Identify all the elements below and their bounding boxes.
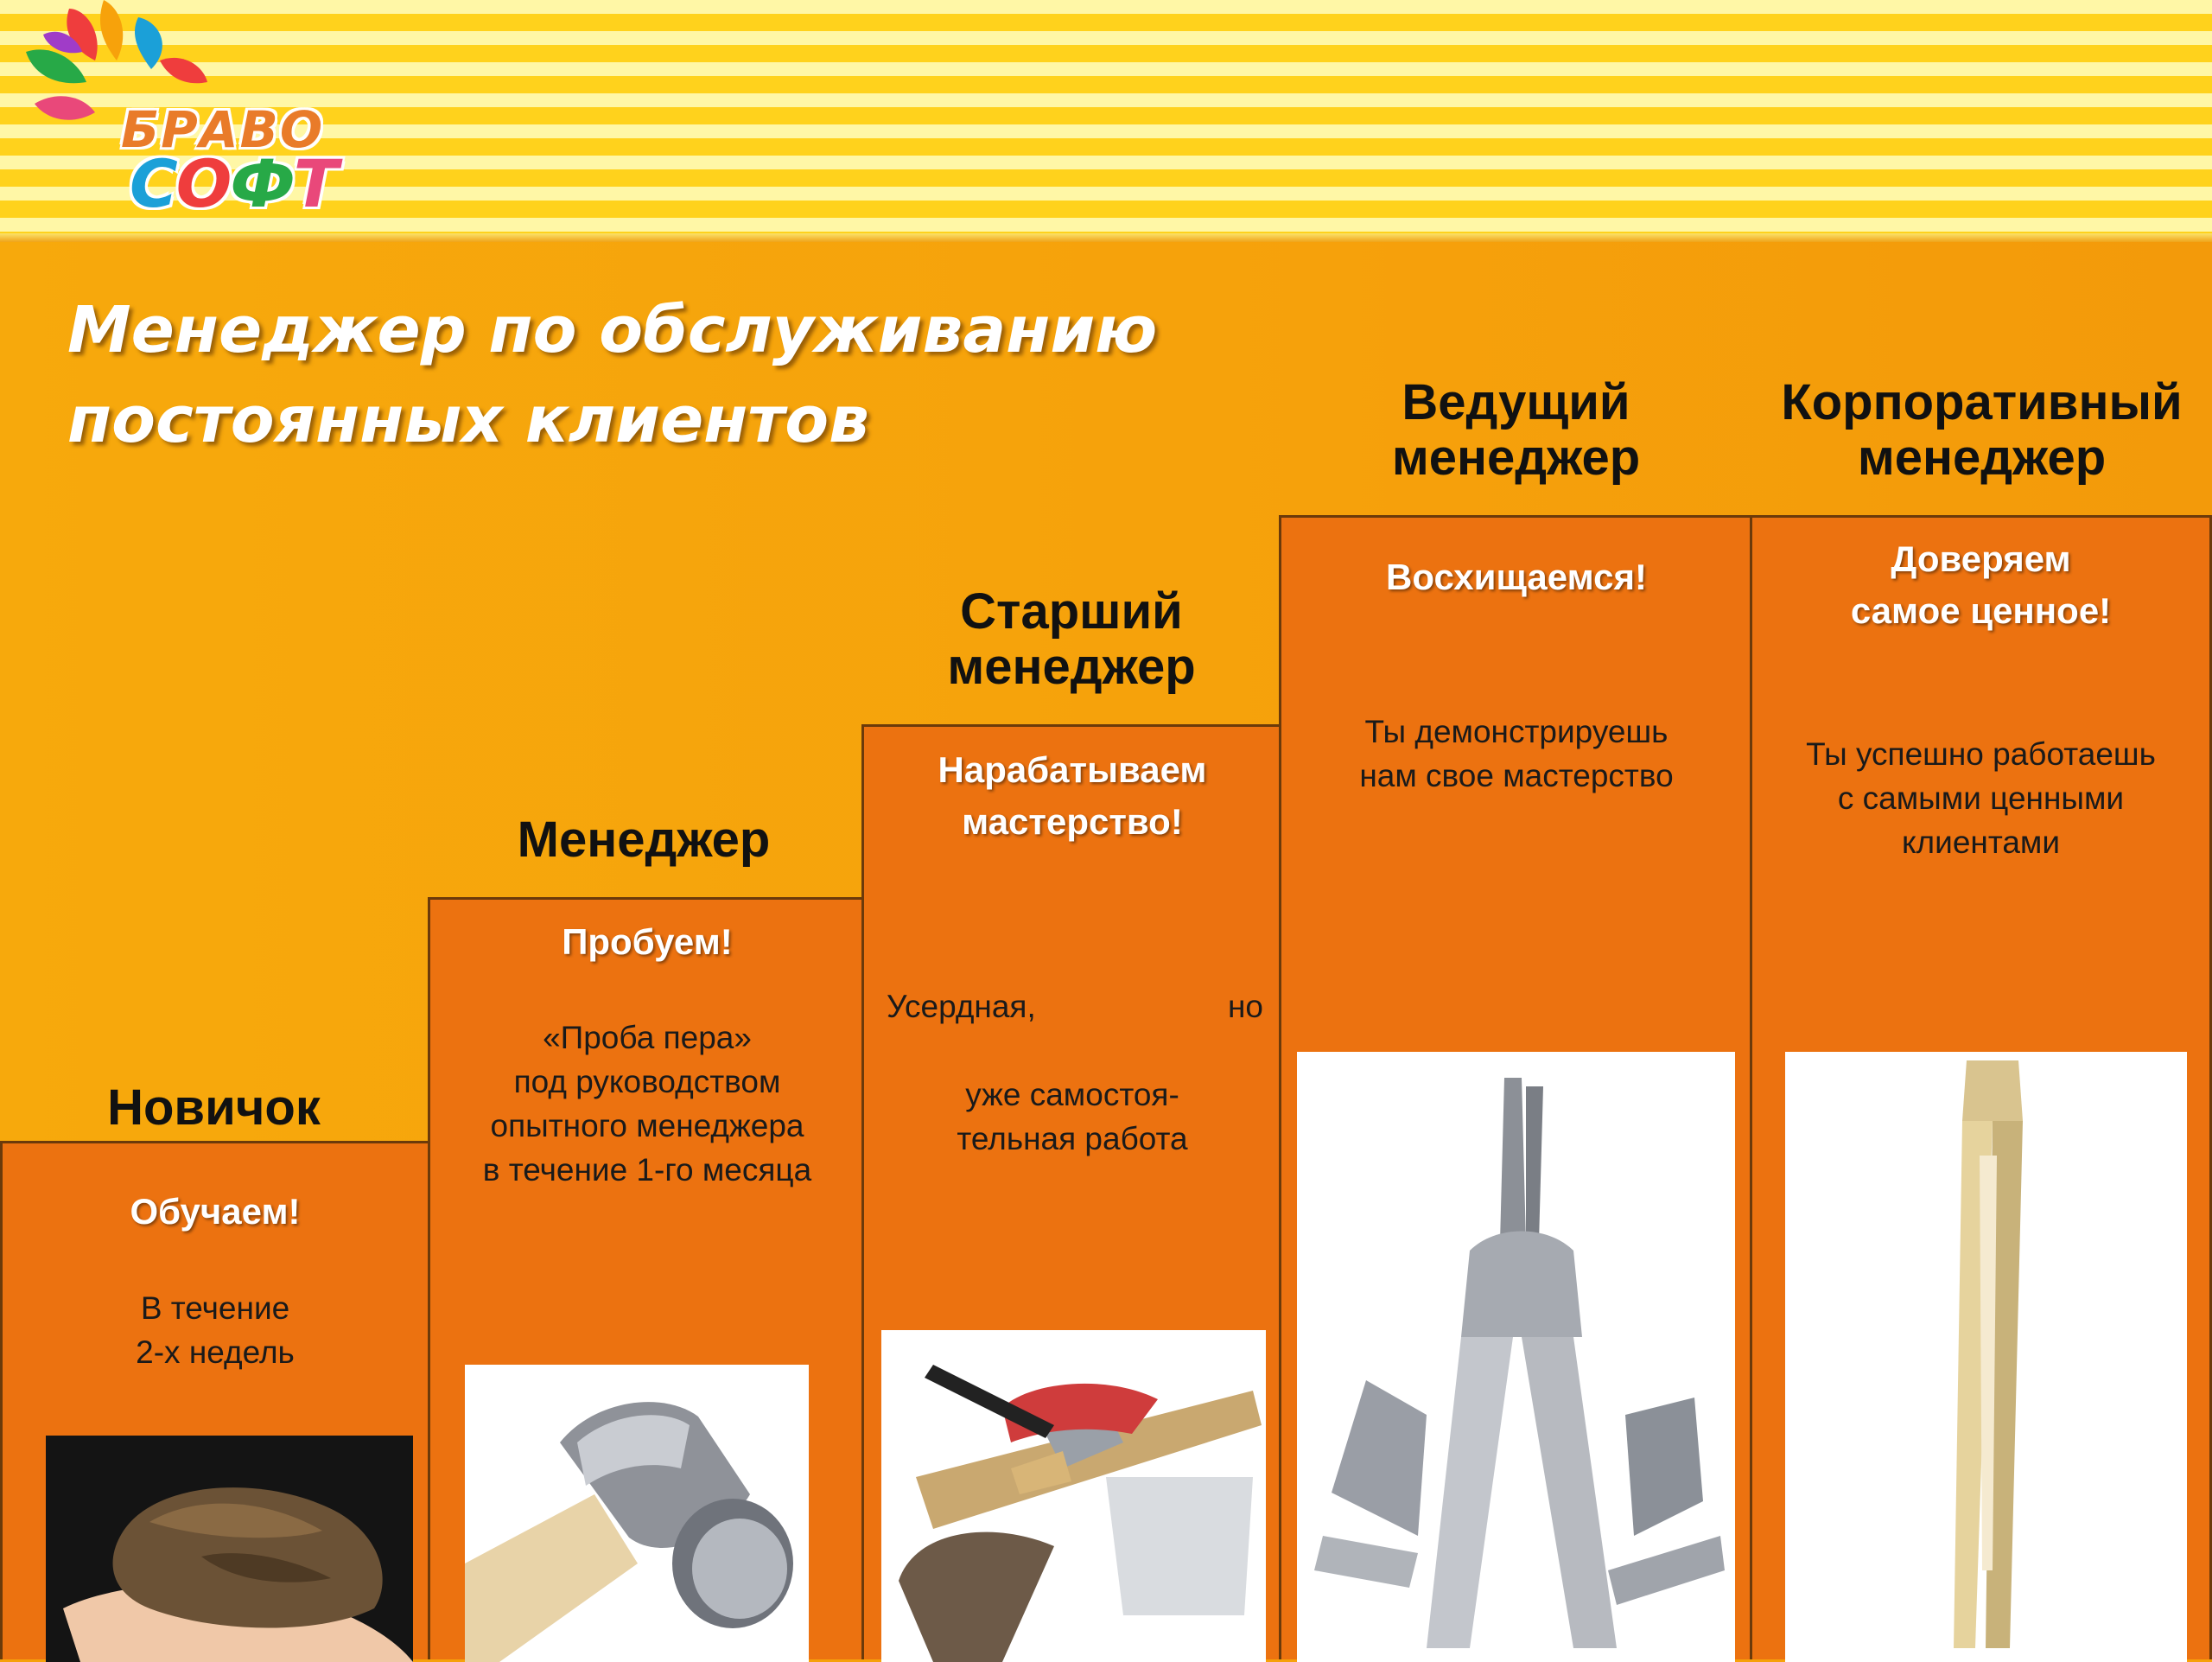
- step-heading-line: Нарабатываем: [938, 749, 1207, 790]
- level-label-line: Ведущий: [1402, 374, 1630, 430]
- step-heading: [1752, 533, 2209, 637]
- step-description: В течение 2-х недель: [136, 1290, 295, 1370]
- level-label-corporate: [1751, 375, 2212, 486]
- step-description: «Проба пера» под руководством опытного менеджера в течение 1-го месяца: [482, 1020, 812, 1188]
- level-label-line: менеджер: [1391, 430, 1641, 486]
- step-novice: [0, 1141, 428, 1659]
- level-label-manager: Менеджер: [517, 812, 771, 868]
- step-senior: [861, 724, 1281, 1659]
- logo-letter: С: [130, 145, 176, 222]
- level-label-line: менеджер: [947, 639, 1196, 695]
- title-line-1: Менеджер по обслуживанию: [67, 293, 1158, 367]
- step-lead: [1279, 515, 1751, 1659]
- level-label-novice: Новичок: [107, 1079, 321, 1136]
- header-divider: [0, 233, 2212, 242]
- title-line-2: постоянных клиентов: [67, 383, 869, 457]
- step-heading: Обучаем!: [130, 1191, 301, 1232]
- step-heading: [864, 744, 1281, 848]
- step-corporate: [1750, 515, 2212, 1659]
- level-label-line: менеджер: [1857, 430, 2107, 486]
- page-title: [67, 285, 1277, 465]
- logo-letter: О: [175, 145, 231, 222]
- step-heading-line: самое ценное!: [1850, 590, 2112, 631]
- step-description-line: [864, 984, 1281, 1028]
- hammer-icon: [465, 1365, 809, 1662]
- level-label-senior: [864, 584, 1279, 695]
- text-part: но: [1227, 989, 1263, 1024]
- logo-letter: Ф: [230, 145, 294, 222]
- tweezers-icon: [1785, 1052, 2187, 1662]
- logo-brand-text: БРАВО: [121, 100, 325, 159]
- level-label-line: Корпоративный: [1781, 374, 2183, 430]
- step-heading-line: Доверяем: [1891, 538, 2071, 579]
- multitool-icon: [1297, 1052, 1735, 1662]
- step-description-rest: уже самостоя- тельная работа: [957, 1077, 1188, 1156]
- step-heading: Восхищаемся!: [1386, 557, 1647, 597]
- step-description: [864, 940, 1281, 1205]
- step-heading-line: мастерство!: [962, 801, 1183, 842]
- logo-soft-text: [130, 145, 337, 222]
- step-description: Ты успешно работаешь с самыми ценными клиентами: [1806, 736, 2156, 860]
- level-label-line: Старший: [960, 583, 1183, 640]
- logo-letter: Т: [293, 145, 337, 222]
- stone-handaxe-icon: [46, 1436, 413, 1662]
- level-label-lead: [1281, 375, 1751, 486]
- bravosoft-logo: [9, 0, 337, 239]
- tools-set-icon: [881, 1330, 1266, 1662]
- step-description: Ты демонстрируешь нам свое мастерство: [1359, 714, 1674, 793]
- step-manager: [428, 897, 864, 1659]
- text-part: Усердная,: [887, 989, 1036, 1024]
- step-heading: Пробуем!: [562, 921, 733, 962]
